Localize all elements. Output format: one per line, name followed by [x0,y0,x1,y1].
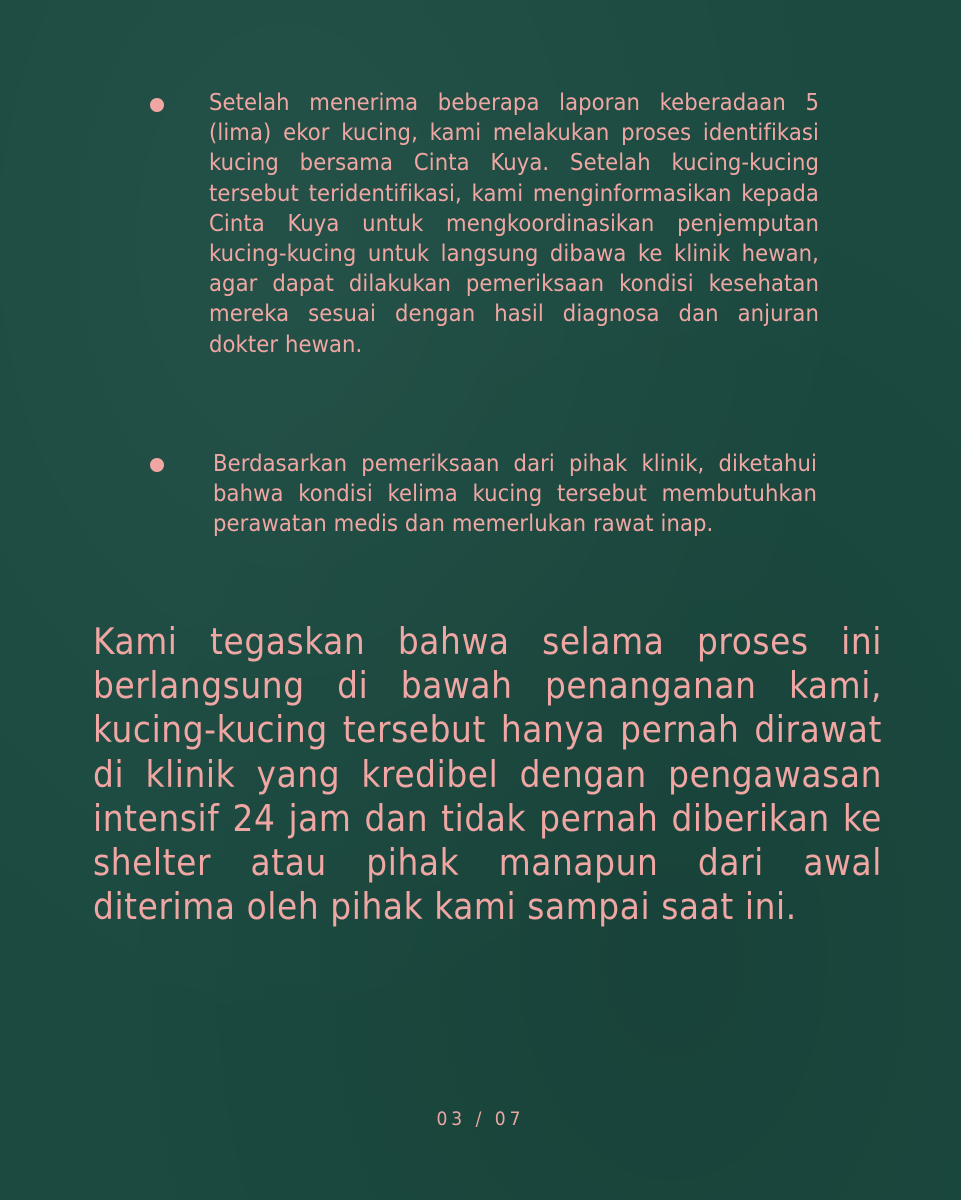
page-number: 03 / 07 [436,1108,525,1130]
bullet-dot-icon [150,458,164,472]
bullet-dot-icon [150,98,164,112]
main-statement: Kami tegaskan bahwa selama proses ini berlangsung di bawah penanganan kami, kucing-kucing tersebut hanya pernah dirawat di klinik yang kredibel dengan pengawasan intensif 24 jam dan tidak pernah diberikan ke shelter atau pihak manapun dari awal diterima oleh pihak kami sampai saat ini. [93,620,882,929]
bullet-text: Setelah menerima beberapa laporan keberadaan 5 (lima) ekor kucing, kami melakukan proses identifikasi kucing bersama Cinta Kuya. Setelah kucing-kucing tersebut teridentifikasi, kami menginformasikan kepada Cinta Kuya untuk mengkoordinasikan penjemputan kucing-kucing untuk langsung dibawa ke klinik hewan, agar dapat dilakukan pemeriksaan kondisi kesehatan mereka sesuai dengan hasil diagnosa dan anjuran dokter hewan. [209,88,819,358]
bullet-text: Berdasarkan pemeriksaan dari pihak klinik, diketahui bahwa kondisi kelima kucing tersebut membutuhkan perawatan medis dan memerlukan rawat inap. [213,449,817,538]
